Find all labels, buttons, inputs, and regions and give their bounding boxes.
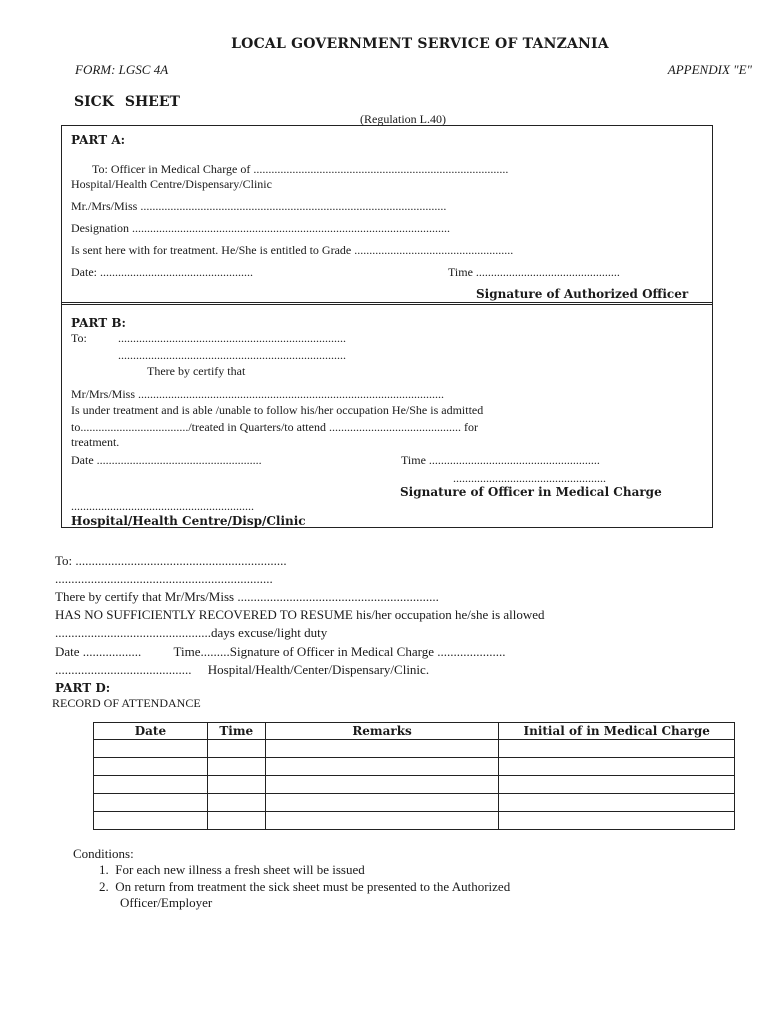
table-cell[interactable] xyxy=(265,758,499,776)
part-b-date-line: Date ....................................................... xyxy=(71,453,262,467)
column-header-remarks: Remarks xyxy=(265,723,499,740)
sheet-title: SICK SHEET xyxy=(74,94,180,110)
part-b-time-line: Time ......................................................... xyxy=(401,453,600,467)
part-c-facility-line: .......................................... Hospital/Health/Center/Dispensary/Clinic. xyxy=(55,662,430,677)
table-cell[interactable] xyxy=(207,740,265,758)
part-a-time-line: Time ................................................ xyxy=(448,265,620,279)
table-row xyxy=(94,812,735,830)
part-a-to-line: To: Officer in Medical Charge of ..................................................................................... xyxy=(92,162,509,176)
table-cell[interactable] xyxy=(207,812,265,830)
table-row xyxy=(94,758,735,776)
table-cell[interactable] xyxy=(94,794,208,812)
part-c-excuse-line: ................................................days excuse/light duty xyxy=(55,625,328,640)
column-header-initial: Initial of in Medical Charge xyxy=(499,723,735,740)
part-b-to-dots-1: ............................................................................ xyxy=(118,331,346,345)
document-title: LOCAL GOVERNMENT SERVICE OF TANZANIA xyxy=(231,36,609,52)
part-a-date-line: Date: ................................................... xyxy=(71,265,253,279)
table-cell[interactable] xyxy=(265,812,499,830)
table-row xyxy=(94,776,735,794)
part-c-recovered-line: HAS NO SUFFICIENTLY RECOVERED TO RESUME his/her occupation he/she is allowed xyxy=(55,607,545,622)
table-cell[interactable] xyxy=(265,740,499,758)
table-cell[interactable] xyxy=(207,794,265,812)
table-cell[interactable] xyxy=(207,776,265,794)
part-b-to-label: To: xyxy=(71,331,87,345)
part-b-signature-dots: ................................................... xyxy=(453,471,606,485)
column-header-date: Date xyxy=(94,723,208,740)
part-d-subheading: RECORD OF ATTENDANCE xyxy=(52,696,201,710)
part-c-dots-line: ................................................................... xyxy=(55,571,273,586)
condition-item-2: 2. On return from treatment the sick sheet must be presented to the Authorized xyxy=(99,879,511,894)
table-cell[interactable] xyxy=(94,812,208,830)
table-cell[interactable] xyxy=(94,758,208,776)
part-a-grade-line: Is sent here with for treatment. He/She is entitled to Grade ..................................................... xyxy=(71,243,514,257)
table-cell[interactable] xyxy=(499,740,735,758)
table-cell[interactable] xyxy=(265,794,499,812)
table-cell[interactable] xyxy=(265,776,499,794)
regulation-ref: (Regulation L.40) xyxy=(360,112,446,126)
part-b-signature: Signature of Officer in Medical Charge xyxy=(400,485,662,499)
part-b-treatment-line: Is under treatment and is able /unable to follow his/her occupation He/She is admitted xyxy=(71,403,484,417)
part-b-treatment-word: treatment. xyxy=(71,435,120,449)
part-b-to-dots-2: ............................................................................ xyxy=(118,348,346,362)
condition-item-1: 1. For each new illness a fresh sheet will be issued xyxy=(99,862,365,877)
attendance-header-row xyxy=(94,723,735,740)
table-cell[interactable] xyxy=(207,758,265,776)
conditions-heading: Conditions: xyxy=(73,846,134,861)
part-b-facility-dots: ............................................................. xyxy=(71,499,254,513)
table-cell[interactable] xyxy=(94,776,208,794)
column-header-time: Time xyxy=(207,723,265,740)
table-cell[interactable] xyxy=(499,776,735,794)
table-row xyxy=(94,794,735,812)
part-a-name-line: Mr./Mrs/Miss ...................................................................................................... xyxy=(71,199,447,213)
table-row xyxy=(94,740,735,758)
part-b-heading: PART B: xyxy=(71,316,126,330)
part-c-certify-line: There by certify that Mr/Mrs/Miss .............................................................. xyxy=(55,589,439,604)
condition-item-2-continued: Officer/Employer xyxy=(120,895,213,910)
part-a-facility: Hospital/Health Centre/Dispensary/Clinic xyxy=(71,177,272,191)
part-b-name-line: Mr/Mrs/Miss ...................................................................................................... xyxy=(71,387,445,401)
form-number: FORM: LGSC 4A xyxy=(75,62,169,77)
table-cell[interactable] xyxy=(94,740,208,758)
part-c-to-line: To: ................................................................. xyxy=(55,553,287,568)
part-a-designation-line: Designation .......................................................................................................... xyxy=(71,221,450,235)
attendance-table xyxy=(93,722,735,830)
table-cell[interactable] xyxy=(499,794,735,812)
part-c-date-time-line: Date .................. Time.........Signature of Officer in Medical Charge ..................... xyxy=(55,644,506,659)
part-b-facility: Hospital/Health Centre/Disp/Clinic xyxy=(71,514,306,528)
part-d-heading: PART D: xyxy=(55,681,111,695)
part-a-heading: PART A: xyxy=(71,133,126,147)
part-b-to-line: to..................................../treated in Quarters/to attend ............................................ for xyxy=(71,420,478,434)
appendix-label: APPENDIX "E" xyxy=(667,62,752,77)
table-cell[interactable] xyxy=(499,758,735,776)
table-cell[interactable] xyxy=(499,812,735,830)
part-a-signature: Signature of Authorized Officer xyxy=(476,287,689,301)
part-b-certify: There by certify that xyxy=(147,364,246,378)
